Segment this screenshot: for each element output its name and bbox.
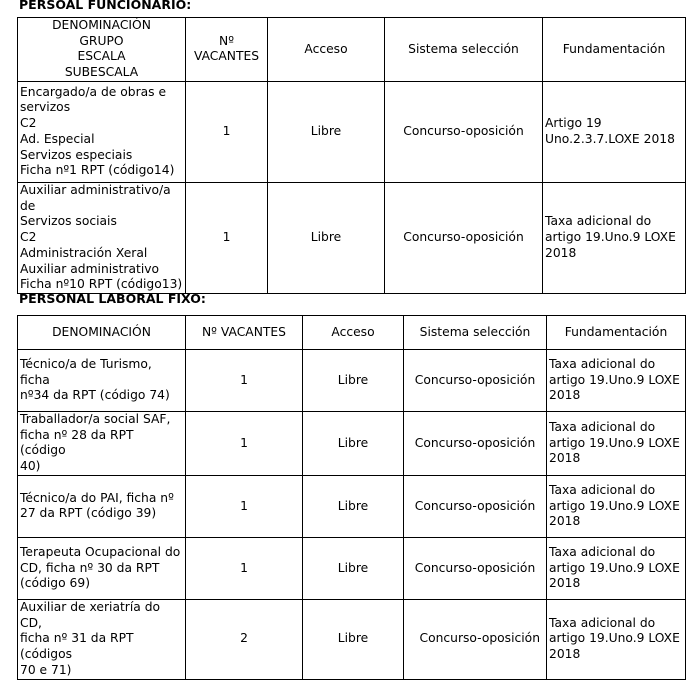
- cell-sistema: Concurso-oposición: [385, 182, 543, 293]
- header-sistema: Sistema selección: [404, 316, 547, 350]
- cell-fundamentacion: Taxa adicional do artigo 19.Uno.9 LOXE 2018: [543, 182, 686, 293]
- header-sistema: Sistema selección: [385, 18, 543, 82]
- table-persoal-funcionario: [17, 17, 686, 294]
- table-row: [18, 182, 686, 293]
- section-title-personal-laboral-fixo: PERSONAL LABORAL FIXO:: [19, 291, 206, 306]
- cell-acceso: Libre: [303, 412, 404, 476]
- cell-acceso: Libre: [268, 81, 385, 182]
- table-row: [18, 350, 686, 412]
- header-vacantes: Nº VACANTES: [186, 18, 268, 82]
- cell-vacantes: 1: [186, 537, 303, 599]
- header-fundamentacion: Fundamentación: [547, 316, 686, 350]
- table-row: [18, 412, 686, 476]
- cell-vacantes: 2: [186, 599, 303, 679]
- cell-acceso: Libre: [303, 475, 404, 537]
- cell-vacantes: 1: [186, 81, 268, 182]
- cell-vacantes: 1: [186, 350, 303, 412]
- header-vacantes: Nº VACANTES: [186, 316, 303, 350]
- cell-fundamentacion: Taxa adicional do artigo 19.Uno.9 LOXE 2018: [547, 475, 686, 537]
- cell-sistema: Concurso-oposición: [404, 412, 547, 476]
- cell-sistema: Concurso-oposición: [404, 350, 547, 412]
- cell-fundamentacion: Taxa adicional do artigo 19.Uno.9 LOXE 2018: [547, 350, 686, 412]
- cell-vacantes: 1: [186, 475, 303, 537]
- table-row: [18, 537, 686, 599]
- header-fundamentacion: Fundamentación: [543, 18, 686, 82]
- cell-vacantes: 1: [186, 182, 268, 293]
- cell-denominacion: Técnico/a de Turismo, ficha nº34 da RPT (código 74): [18, 350, 186, 412]
- cell-fundamentacion: Taxa adicional do artigo 19.Uno.9 LOXE 2018: [547, 412, 686, 476]
- cell-denominacion: Terapeuta Ocupacional do CD, ficha nº 30 da RPT (código 69): [18, 537, 186, 599]
- cell-vacantes: 1: [186, 412, 303, 476]
- header-acceso: Acceso: [268, 18, 385, 82]
- cell-fundamentacion: Taxa adicional do artigo 19.Uno.9 LOXE 2018: [547, 537, 686, 599]
- section-title-persoal-funcionario: PERSOAL FUNCIONARIO:: [19, 0, 192, 12]
- table-header-row: [18, 18, 686, 82]
- cell-acceso: Libre: [268, 182, 385, 293]
- cell-acceso: Libre: [303, 537, 404, 599]
- table-row: [18, 599, 686, 679]
- header-acceso: Acceso: [303, 316, 404, 350]
- cell-sistema: Concurso-oposición: [404, 599, 547, 679]
- cell-denominacion: Auxiliar administrativo/a de Servizos sociais C2 Administración Xeral Auxiliar administrativo Ficha nº10 RPT (código13): [18, 182, 186, 293]
- header-denominacion: DENOMINACIÓN: [18, 316, 186, 350]
- cell-denominacion: Traballador/a social SAF, ficha nº 28 da RPT (código 40): [18, 412, 186, 476]
- cell-sistema: Concurso-oposición: [385, 81, 543, 182]
- cell-fundamentacion: Artigo 19 Uno.2.3.7.LOXE 2018: [543, 81, 686, 182]
- cell-denominacion: Auxiliar de xeriatría do CD, ficha nº 31 da RPT (códigos 70 e 71): [18, 599, 186, 679]
- table-row: [18, 475, 686, 537]
- cell-denominacion: Encargado/a de obras e servizos C2 Ad. Especial Servizos especiais Ficha nº1 RPT (código14): [18, 81, 186, 182]
- cell-acceso: Libre: [303, 599, 404, 679]
- header-denominacion: DENOMINACIÓN GRUPO ESCALA SUBESCALA: [18, 18, 186, 82]
- table-header-row: [18, 316, 686, 350]
- cell-fundamentacion: Taxa adicional do artigo 19.Uno.9 LOXE 2018: [547, 599, 686, 679]
- cell-denominacion: Técnico/a do PAI, ficha nº 27 da RPT (código 39): [18, 475, 186, 537]
- table-row: [18, 81, 686, 182]
- cell-acceso: Libre: [303, 350, 404, 412]
- cell-sistema: Concurso-oposición: [404, 475, 547, 537]
- table-personal-laboral-fixo: [17, 315, 686, 680]
- cell-sistema: Concurso-oposición: [404, 537, 547, 599]
